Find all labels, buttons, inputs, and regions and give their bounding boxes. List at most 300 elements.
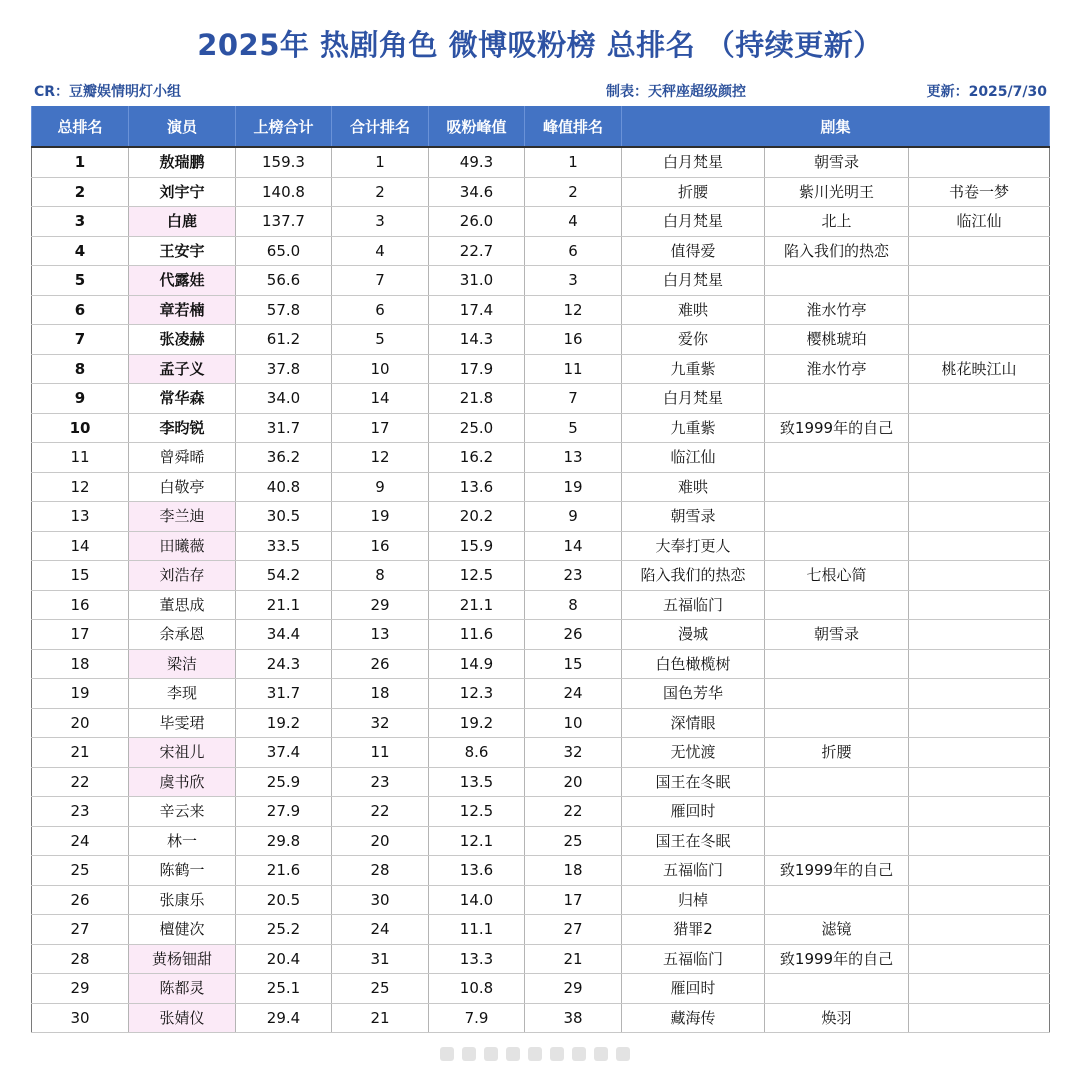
drama-cell — [909, 502, 1050, 532]
total-cell: 40.8 — [236, 472, 332, 502]
actor-cell: 董思成 — [129, 590, 236, 620]
rank-cell: 1 — [32, 147, 129, 177]
total-cell: 56.6 — [236, 266, 332, 296]
table-row[interactable] — [32, 443, 1050, 473]
drama-cell: 北上 — [765, 207, 909, 237]
total-rank-cell: 14 — [332, 384, 429, 414]
rank-cell: 13 — [32, 502, 129, 532]
peak-rank-cell: 1 — [525, 147, 622, 177]
table-row[interactable] — [32, 354, 1050, 384]
total-rank-cell: 8 — [332, 561, 429, 591]
total-cell: 19.2 — [236, 708, 332, 738]
drama-cell — [765, 708, 909, 738]
table-row[interactable] — [32, 797, 1050, 827]
drama-cell: 淮水竹亭 — [765, 354, 909, 384]
update-date: 更新：2025/7/30 — [926, 84, 1047, 100]
drama-cell: 雁回时 — [622, 797, 765, 827]
rank-cell: 25 — [32, 856, 129, 886]
actor-cell: 李现 — [129, 679, 236, 709]
total-cell: 31.7 — [236, 413, 332, 443]
peak-cell: 12.5 — [429, 561, 525, 591]
total-cell: 36.2 — [236, 443, 332, 473]
actor-cell: 张康乐 — [129, 885, 236, 915]
peak-cell: 17.4 — [429, 295, 525, 325]
total-rank-cell: 11 — [332, 738, 429, 768]
drama-cell: 临江仙 — [622, 443, 765, 473]
drama-cell: 五福临门 — [622, 856, 765, 886]
drama-cell — [909, 443, 1050, 473]
rank-cell: 15 — [32, 561, 129, 591]
total-rank-cell: 21 — [332, 1003, 429, 1033]
peak-cell: 10.8 — [429, 974, 525, 1004]
total-cell: 21.1 — [236, 590, 332, 620]
rank-cell: 14 — [32, 531, 129, 561]
drama-cell — [909, 974, 1050, 1004]
drama-cell: 折腰 — [765, 738, 909, 768]
table-row[interactable] — [32, 944, 1050, 974]
total-rank-cell: 2 — [332, 177, 429, 207]
peak-rank-cell: 10 — [525, 708, 622, 738]
drama-cell: 致1999年的自己 — [765, 944, 909, 974]
peak-rank-cell: 38 — [525, 1003, 622, 1033]
peak-rank-cell: 27 — [525, 915, 622, 945]
actor-cell: 黄杨钿甜 — [129, 944, 236, 974]
drama-cell — [909, 472, 1050, 502]
rank-cell: 7 — [32, 325, 129, 355]
total-cell: 37.4 — [236, 738, 332, 768]
actor-cell: 陈鹤一 — [129, 856, 236, 886]
peak-rank-cell: 25 — [525, 826, 622, 856]
actor-cell: 刘宇宁 — [129, 177, 236, 207]
drama-cell — [765, 767, 909, 797]
drama-cell: 七根心简 — [765, 561, 909, 591]
drama-cell: 藏海传 — [622, 1003, 765, 1033]
rank-cell: 18 — [32, 649, 129, 679]
drama-cell: 滤镜 — [765, 915, 909, 945]
peak-cell: 49.3 — [429, 147, 525, 177]
table-row[interactable] — [32, 236, 1050, 266]
actor-cell: 张婧仪 — [129, 1003, 236, 1033]
drama-cell: 九重紫 — [622, 413, 765, 443]
actor-cell: 檀健次 — [129, 915, 236, 945]
actor-cell: 代露娃 — [129, 266, 236, 296]
total-cell: 34.0 — [236, 384, 332, 414]
peak-rank-cell: 3 — [525, 266, 622, 296]
rank-cell: 12 — [32, 472, 129, 502]
table-row[interactable] — [32, 384, 1050, 414]
rank-cell: 28 — [32, 944, 129, 974]
rank-cell: 5 — [32, 266, 129, 296]
peak-cell: 15.9 — [429, 531, 525, 561]
drama-cell: 樱桃琥珀 — [765, 325, 909, 355]
peak-rank-cell: 2 — [525, 177, 622, 207]
peak-rank-cell: 26 — [525, 620, 622, 650]
watermark-bar — [594, 1047, 608, 1061]
drama-cell — [909, 826, 1050, 856]
drama-cell — [909, 295, 1050, 325]
watermark-bar — [572, 1047, 586, 1061]
drama-cell — [765, 826, 909, 856]
peak-rank-cell: 4 — [525, 207, 622, 237]
peak-rank-cell: 5 — [525, 413, 622, 443]
drama-cell — [765, 797, 909, 827]
drama-cell: 雁回时 — [622, 974, 765, 1004]
total-cell: 25.1 — [236, 974, 332, 1004]
drama-cell: 五福临门 — [622, 590, 765, 620]
rank-cell: 11 — [32, 443, 129, 473]
peak-cell: 14.0 — [429, 885, 525, 915]
drama-cell: 深情眼 — [622, 708, 765, 738]
total-rank-cell: 19 — [332, 502, 429, 532]
drama-cell — [909, 147, 1050, 177]
table-row[interactable] — [32, 177, 1050, 207]
rank-cell: 29 — [32, 974, 129, 1004]
drama-cell — [765, 531, 909, 561]
header-peak-rank[interactable]: 峰值排名 — [525, 106, 622, 147]
table-row[interactable] — [32, 413, 1050, 443]
table-row[interactable] — [32, 649, 1050, 679]
actor-cell: 李昀锐 — [129, 413, 236, 443]
peak-rank-cell: 20 — [525, 767, 622, 797]
rank-cell: 2 — [32, 177, 129, 207]
table-row[interactable] — [32, 738, 1050, 768]
drama-cell: 朝雪录 — [765, 620, 909, 650]
peak-cell: 16.2 — [429, 443, 525, 473]
total-rank-cell: 28 — [332, 856, 429, 886]
total-cell: 31.7 — [236, 679, 332, 709]
peak-cell: 12.5 — [429, 797, 525, 827]
drama-cell — [909, 531, 1050, 561]
table-body — [32, 147, 1050, 1033]
rank-cell: 30 — [32, 1003, 129, 1033]
total-rank-cell: 32 — [332, 708, 429, 738]
actor-cell: 李兰迪 — [129, 502, 236, 532]
peak-rank-cell: 19 — [525, 472, 622, 502]
total-rank-cell: 6 — [332, 295, 429, 325]
peak-cell: 7.9 — [429, 1003, 525, 1033]
table-row[interactable] — [32, 561, 1050, 591]
watermark-bar — [550, 1047, 564, 1061]
drama-cell: 紫川光明王 — [765, 177, 909, 207]
total-rank-cell: 24 — [332, 915, 429, 945]
actor-cell: 虞书欣 — [129, 767, 236, 797]
table-row[interactable] — [32, 147, 1050, 177]
drama-cell — [909, 944, 1050, 974]
table-row[interactable] — [32, 974, 1050, 1004]
peak-cell: 14.3 — [429, 325, 525, 355]
actor-cell: 白敬亭 — [129, 472, 236, 502]
total-rank-cell: 23 — [332, 767, 429, 797]
total-rank-cell: 22 — [332, 797, 429, 827]
actor-cell: 辛云来 — [129, 797, 236, 827]
peak-cell: 14.9 — [429, 649, 525, 679]
drama-cell — [765, 649, 909, 679]
header-total[interactable]: 上榜合计 — [236, 106, 332, 147]
total-cell: 159.3 — [236, 147, 332, 177]
rank-cell: 6 — [32, 295, 129, 325]
peak-rank-cell: 22 — [525, 797, 622, 827]
drama-cell — [909, 620, 1050, 650]
table-row[interactable] — [32, 826, 1050, 856]
total-rank-cell: 12 — [332, 443, 429, 473]
actor-cell: 孟子义 — [129, 354, 236, 384]
table-row[interactable] — [32, 1003, 1050, 1033]
drama-cell: 九重紫 — [622, 354, 765, 384]
peak-rank-cell: 24 — [525, 679, 622, 709]
rank-cell: 17 — [32, 620, 129, 650]
drama-cell — [909, 885, 1050, 915]
watermark-mark — [440, 1043, 650, 1063]
table-row[interactable] — [32, 531, 1050, 561]
total-rank-cell: 20 — [332, 826, 429, 856]
table-row[interactable] — [32, 325, 1050, 355]
drama-cell: 国色芳华 — [622, 679, 765, 709]
drama-cell: 白月梵星 — [622, 266, 765, 296]
actor-cell: 王安宇 — [129, 236, 236, 266]
watermark-bar — [440, 1047, 454, 1061]
rank-cell: 16 — [32, 590, 129, 620]
total-rank-cell: 26 — [332, 649, 429, 679]
drama-cell: 国王在冬眠 — [622, 826, 765, 856]
drama-cell — [909, 384, 1050, 414]
drama-cell: 白月梵星 — [622, 207, 765, 237]
drama-cell: 焕羽 — [765, 1003, 909, 1033]
drama-cell: 白月梵星 — [622, 384, 765, 414]
rank-cell: 21 — [32, 738, 129, 768]
peak-cell: 21.8 — [429, 384, 525, 414]
peak-cell: 22.7 — [429, 236, 525, 266]
drama-cell: 致1999年的自己 — [765, 413, 909, 443]
actor-cell: 常华森 — [129, 384, 236, 414]
total-rank-cell: 7 — [332, 266, 429, 296]
drama-cell — [909, 561, 1050, 591]
watermark-bar — [484, 1047, 498, 1061]
peak-cell: 11.1 — [429, 915, 525, 945]
drama-cell: 大奉打更人 — [622, 531, 765, 561]
rank-cell: 8 — [32, 354, 129, 384]
watermark-bar — [462, 1047, 476, 1061]
peak-cell: 26.0 — [429, 207, 525, 237]
table-row[interactable] — [32, 856, 1050, 886]
peak-rank-cell: 8 — [525, 590, 622, 620]
peak-cell: 13.6 — [429, 472, 525, 502]
peak-rank-cell: 18 — [525, 856, 622, 886]
drama-cell: 书卷一梦 — [909, 177, 1050, 207]
total-rank-cell: 3 — [332, 207, 429, 237]
peak-cell: 13.3 — [429, 944, 525, 974]
total-cell: 25.9 — [236, 767, 332, 797]
peak-cell: 8.6 — [429, 738, 525, 768]
table-row[interactable] — [32, 708, 1050, 738]
page-title: 2025年 热剧角色 微博吸粉榜 总排名 （持续更新） — [197, 28, 883, 62]
drama-cell — [765, 590, 909, 620]
table-row[interactable] — [32, 767, 1050, 797]
total-cell: 140.8 — [236, 177, 332, 207]
rank-cell: 23 — [32, 797, 129, 827]
total-cell: 29.8 — [236, 826, 332, 856]
rank-cell: 3 — [32, 207, 129, 237]
header-actor[interactable]: 演员 — [129, 106, 236, 147]
peak-cell: 12.3 — [429, 679, 525, 709]
table-row[interactable] — [32, 472, 1050, 502]
total-cell: 24.3 — [236, 649, 332, 679]
total-rank-cell: 31 — [332, 944, 429, 974]
drama-cell: 难哄 — [622, 472, 765, 502]
drama-cell — [909, 236, 1050, 266]
drama-cell — [909, 738, 1050, 768]
table-row[interactable] — [32, 295, 1050, 325]
total-cell: 29.4 — [236, 1003, 332, 1033]
drama-cell: 致1999年的自己 — [765, 856, 909, 886]
watermark-bar — [506, 1047, 520, 1061]
table-row[interactable] — [32, 502, 1050, 532]
drama-cell — [909, 1003, 1050, 1033]
drama-cell — [765, 974, 909, 1004]
drama-cell: 折腰 — [622, 177, 765, 207]
header-dramas[interactable]: 剧集 — [622, 106, 1050, 147]
drama-cell — [765, 502, 909, 532]
drama-cell: 漫城 — [622, 620, 765, 650]
total-rank-cell: 5 — [332, 325, 429, 355]
peak-cell: 25.0 — [429, 413, 525, 443]
drama-cell — [765, 266, 909, 296]
drama-cell — [909, 679, 1050, 709]
drama-cell — [909, 266, 1050, 296]
total-rank-cell: 9 — [332, 472, 429, 502]
actor-cell: 宋祖儿 — [129, 738, 236, 768]
drama-cell: 爱你 — [622, 325, 765, 355]
watermark-bar — [528, 1047, 542, 1061]
peak-cell: 17.9 — [429, 354, 525, 384]
total-rank-cell: 1 — [332, 147, 429, 177]
total-cell: 34.4 — [236, 620, 332, 650]
drama-cell — [909, 856, 1050, 886]
actor-cell: 刘浩存 — [129, 561, 236, 591]
rank-cell: 19 — [32, 679, 129, 709]
total-cell: 25.2 — [236, 915, 332, 945]
total-rank-cell: 4 — [332, 236, 429, 266]
total-rank-cell: 13 — [332, 620, 429, 650]
actor-cell: 林一 — [129, 826, 236, 856]
table-row[interactable] — [32, 207, 1050, 237]
table-row[interactable] — [32, 679, 1050, 709]
actor-cell: 毕雯珺 — [129, 708, 236, 738]
header-overall-rank[interactable]: 总排名 — [32, 106, 129, 147]
rank-cell: 10 — [32, 413, 129, 443]
actor-cell: 张凌赫 — [129, 325, 236, 355]
rank-cell: 24 — [32, 826, 129, 856]
drama-cell: 猎罪2 — [622, 915, 765, 945]
peak-cell: 31.0 — [429, 266, 525, 296]
peak-rank-cell: 29 — [525, 974, 622, 1004]
drama-cell: 临江仙 — [909, 207, 1050, 237]
peak-rank-cell: 16 — [525, 325, 622, 355]
total-rank-cell: 10 — [332, 354, 429, 384]
total-rank-cell: 18 — [332, 679, 429, 709]
total-cell: 137.7 — [236, 207, 332, 237]
drama-cell: 淮水竹亭 — [765, 295, 909, 325]
drama-cell: 朝雪录 — [622, 502, 765, 532]
rank-cell: 9 — [32, 384, 129, 414]
peak-rank-cell: 9 — [525, 502, 622, 532]
peak-rank-cell: 14 — [525, 531, 622, 561]
drama-cell: 五福临门 — [622, 944, 765, 974]
drama-cell: 国王在冬眠 — [622, 767, 765, 797]
drama-cell: 白月梵星 — [622, 147, 765, 177]
peak-rank-cell: 15 — [525, 649, 622, 679]
rank-cell: 26 — [32, 885, 129, 915]
drama-cell — [909, 708, 1050, 738]
peak-cell: 13.5 — [429, 767, 525, 797]
table-header-row — [32, 106, 1050, 147]
total-cell: 57.8 — [236, 295, 332, 325]
drama-cell — [909, 649, 1050, 679]
peak-rank-cell: 12 — [525, 295, 622, 325]
peak-rank-cell: 13 — [525, 443, 622, 473]
total-cell: 20.4 — [236, 944, 332, 974]
table-row[interactable] — [32, 885, 1050, 915]
header-total-rank[interactable]: 合计排名 — [332, 106, 429, 147]
peak-cell: 11.6 — [429, 620, 525, 650]
total-cell: 54.2 — [236, 561, 332, 591]
drama-cell — [909, 325, 1050, 355]
peak-rank-cell: 7 — [525, 384, 622, 414]
peak-cell: 13.6 — [429, 856, 525, 886]
drama-cell — [909, 590, 1050, 620]
drama-cell: 值得爱 — [622, 236, 765, 266]
table-row[interactable] — [32, 915, 1050, 945]
peak-rank-cell: 11 — [525, 354, 622, 384]
total-cell: 20.5 — [236, 885, 332, 915]
rank-cell: 20 — [32, 708, 129, 738]
drama-cell — [909, 797, 1050, 827]
drama-cell: 难哄 — [622, 295, 765, 325]
total-cell: 21.6 — [236, 856, 332, 886]
total-rank-cell: 30 — [332, 885, 429, 915]
peak-rank-cell: 6 — [525, 236, 622, 266]
peak-cell: 20.2 — [429, 502, 525, 532]
peak-rank-cell: 32 — [525, 738, 622, 768]
total-cell: 65.0 — [236, 236, 332, 266]
drama-cell: 桃花映江山 — [909, 354, 1050, 384]
rank-cell: 4 — [32, 236, 129, 266]
watermark-bar — [616, 1047, 630, 1061]
drama-cell: 陷入我们的热恋 — [622, 561, 765, 591]
peak-cell: 34.6 — [429, 177, 525, 207]
drama-cell — [909, 413, 1050, 443]
peak-rank-cell: 23 — [525, 561, 622, 591]
drama-cell: 归棹 — [622, 885, 765, 915]
total-cell: 61.2 — [236, 325, 332, 355]
total-rank-cell: 25 — [332, 974, 429, 1004]
header-peak[interactable]: 吸粉峰值 — [429, 106, 525, 147]
actor-cell: 敖瑞鹏 — [129, 147, 236, 177]
drama-cell — [765, 472, 909, 502]
ranking-table — [31, 106, 1050, 1033]
drama-cell — [909, 915, 1050, 945]
table-row[interactable] — [32, 266, 1050, 296]
drama-cell: 陷入我们的热恋 — [765, 236, 909, 266]
rank-cell: 27 — [32, 915, 129, 945]
table-row[interactable] — [32, 620, 1050, 650]
actor-cell: 余承恩 — [129, 620, 236, 650]
drama-cell: 白色橄榄树 — [622, 649, 765, 679]
table-row[interactable] — [32, 590, 1050, 620]
drama-cell: 朝雪录 — [765, 147, 909, 177]
actor-cell: 陈都灵 — [129, 974, 236, 1004]
total-rank-cell: 29 — [332, 590, 429, 620]
total-cell: 37.8 — [236, 354, 332, 384]
